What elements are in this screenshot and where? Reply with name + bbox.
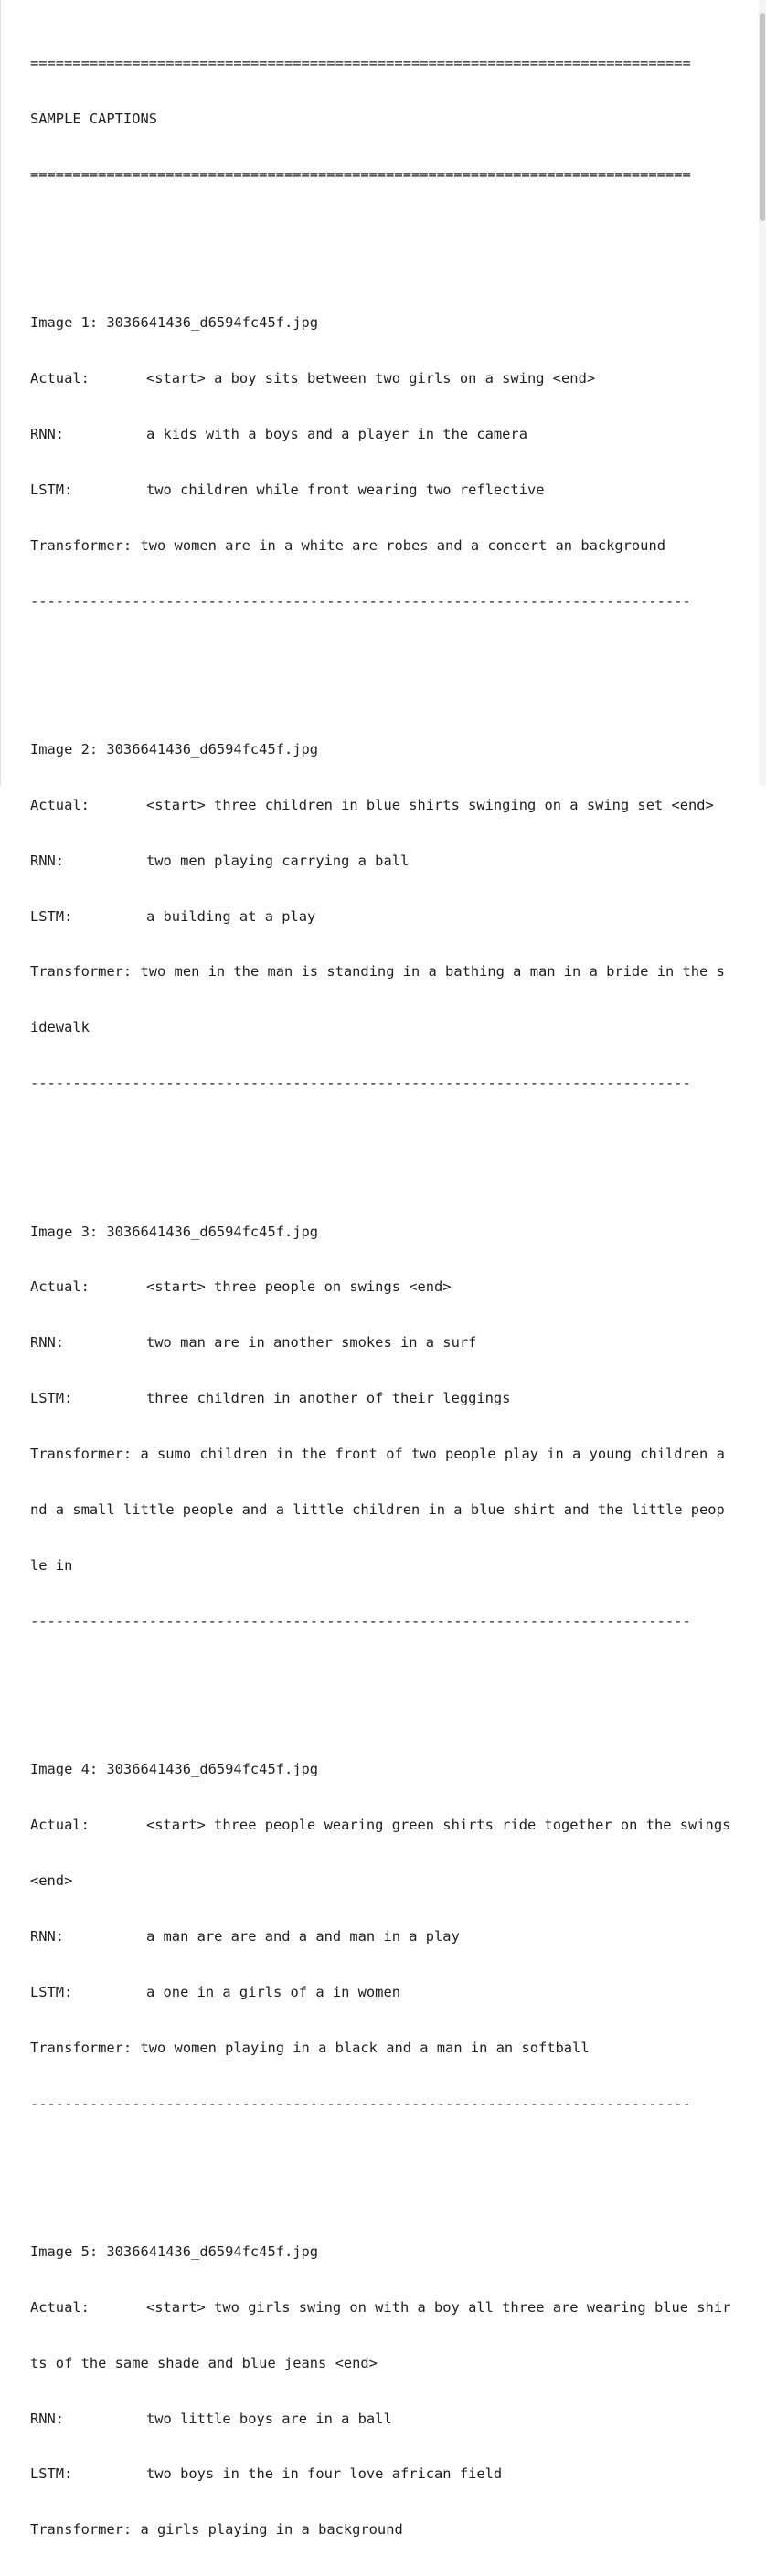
transformer-label: Transformer: bbox=[30, 2039, 133, 2056]
actual-caption-text: <start> three people on swings <end> bbox=[146, 1278, 452, 1296]
lstm-label: LSTM: bbox=[30, 1983, 73, 2000]
separator-line: ------------------------------------------------------------------------------ bbox=[30, 1612, 691, 1629]
sample-heading: Image 5: 3036641436_d6594fc45f.jpg bbox=[30, 2242, 319, 2260]
actual-caption bbox=[30, 2298, 761, 2316]
transformer-caption bbox=[30, 2039, 761, 2057]
lstm-label: LSTM: bbox=[30, 481, 73, 498]
transformer-caption bbox=[30, 2520, 761, 2539]
transformer-caption bbox=[30, 536, 761, 555]
separator-line: ------------------------------------------------------------------------------ bbox=[30, 1075, 691, 1092]
lstm-caption-text: a one in a girls of a in women bbox=[146, 1983, 400, 2000]
lstm-caption bbox=[30, 1983, 761, 2001]
actual-caption bbox=[30, 1816, 761, 1834]
rnn-label: RNN: bbox=[30, 425, 65, 442]
transformer-label: Transformer: bbox=[30, 536, 133, 554]
transformer-caption-text: a sumo children in the front of two people play in a young children a bbox=[140, 1446, 725, 1463]
actual-caption bbox=[30, 1277, 761, 1296]
transformer-caption-text: two women playing in a black and a man in an softball bbox=[140, 2039, 590, 2056]
caption-output-text bbox=[30, 0, 761, 2576]
blank-line bbox=[30, 1668, 761, 1686]
transformer-caption-wrap: idewalk bbox=[30, 1019, 90, 1036]
sample-heading: Image 1: 3036641436_d6594fc45f.jpg bbox=[30, 314, 319, 332]
lstm-caption bbox=[30, 481, 761, 499]
rnn-caption-text: a kids with a boys and a player in the camera bbox=[146, 425, 527, 442]
rnn-caption bbox=[30, 1927, 761, 1945]
sample-heading: Image 3: 3036641436_d6594fc45f.jpg bbox=[30, 1223, 319, 1240]
blank-line bbox=[30, 1129, 761, 1148]
actual-label: Actual: bbox=[30, 2298, 90, 2316]
transformer-label: Transformer: bbox=[30, 2521, 133, 2539]
rnn-caption-text: two men playing carrying a ball bbox=[146, 852, 410, 869]
transformer-caption-text: two women are in a white are robes and a concert an background bbox=[140, 536, 665, 554]
output-title: SAMPLE CAPTIONS bbox=[30, 110, 157, 127]
lstm-label: LSTM: bbox=[30, 2465, 73, 2483]
actual-label: Actual: bbox=[30, 1817, 90, 1834]
actual-label: Actual: bbox=[30, 369, 90, 387]
rnn-caption-text: two man are in another smokes in a surf bbox=[146, 1334, 477, 1352]
blank-line bbox=[30, 2149, 761, 2168]
actual-caption-text: <start> three children in blue shirts swinging on a swing set <end> bbox=[146, 796, 714, 813]
header-rule-top: ============================================================================== bbox=[30, 54, 691, 71]
actual-caption-wrap: <end> bbox=[30, 1871, 73, 1889]
scrollbar-thumb[interactable] bbox=[760, 13, 765, 221]
rnn-caption bbox=[30, 425, 761, 443]
rnn-caption bbox=[30, 1333, 761, 1352]
lstm-caption bbox=[30, 2465, 761, 2483]
sample-heading: Image 2: 3036641436_d6594fc45f.jpg bbox=[30, 740, 319, 758]
blank-line bbox=[30, 221, 761, 239]
transformer-label: Transformer: bbox=[30, 1446, 133, 1463]
transformer-caption bbox=[30, 962, 761, 981]
lstm-caption-text: two boys in the in four love african field bbox=[146, 2465, 503, 2483]
rnn-caption bbox=[30, 852, 761, 870]
actual-caption-text: <start> three people wearing green shirts ride together on the swings bbox=[146, 1817, 731, 1834]
actual-caption-wrap: ts of the same shade and blue jeans <end> bbox=[30, 2354, 378, 2371]
rnn-caption bbox=[30, 2410, 761, 2428]
lstm-label: LSTM: bbox=[30, 907, 73, 925]
rnn-label: RNN: bbox=[30, 1927, 65, 1945]
lstm-label: LSTM: bbox=[30, 1390, 73, 1407]
transformer-caption-text: a girls playing in a background bbox=[140, 2521, 403, 2539]
transformer-caption-wrap: nd a small little people and a little children in a blue shirt and the little peop bbox=[30, 1501, 725, 1519]
header-rule-bottom: ============================================================================== bbox=[30, 165, 691, 183]
vertical-scrollbar[interactable] bbox=[759, 0, 766, 786]
actual-caption bbox=[30, 796, 761, 814]
rnn-caption-text: a man are are and a and man in a play bbox=[146, 1927, 460, 1945]
rnn-label: RNN: bbox=[30, 1334, 65, 1352]
sample-heading: Image 4: 3036641436_d6594fc45f.jpg bbox=[30, 1761, 319, 1778]
lstm-caption bbox=[30, 1389, 761, 1407]
transformer-label: Transformer: bbox=[30, 963, 133, 981]
lstm-caption bbox=[30, 907, 761, 926]
lstm-caption-text: two children while front wearing two reflective bbox=[146, 481, 545, 498]
actual-caption bbox=[30, 369, 761, 387]
lstm-caption-text: three children in another of their leggings bbox=[146, 1390, 511, 1407]
rnn-label: RNN: bbox=[30, 852, 65, 869]
actual-label: Actual: bbox=[30, 796, 90, 813]
separator-line: ------------------------------------------------------------------------------ bbox=[30, 592, 691, 610]
transformer-caption-wrap: le in bbox=[30, 1556, 73, 1574]
actual-caption-text: <start> two girls swing on with a boy all three are wearing blue shir bbox=[146, 2298, 731, 2316]
transformer-caption-text: two men in the man is standing in a bathing a man in a bride in the s bbox=[140, 963, 725, 981]
rnn-label: RNN: bbox=[30, 2410, 65, 2427]
lstm-caption-text: a building at a play bbox=[146, 907, 316, 925]
transformer-caption bbox=[30, 1445, 761, 1463]
rnn-caption-text: two little boys are in a ball bbox=[146, 2410, 392, 2427]
actual-label: Actual: bbox=[30, 1278, 90, 1296]
separator-line: ------------------------------------------------------------------------------ bbox=[30, 2094, 691, 2112]
actual-caption-text: <start> a boy sits between two girls on a swing <end> bbox=[146, 369, 596, 387]
blank-line bbox=[30, 647, 761, 665]
